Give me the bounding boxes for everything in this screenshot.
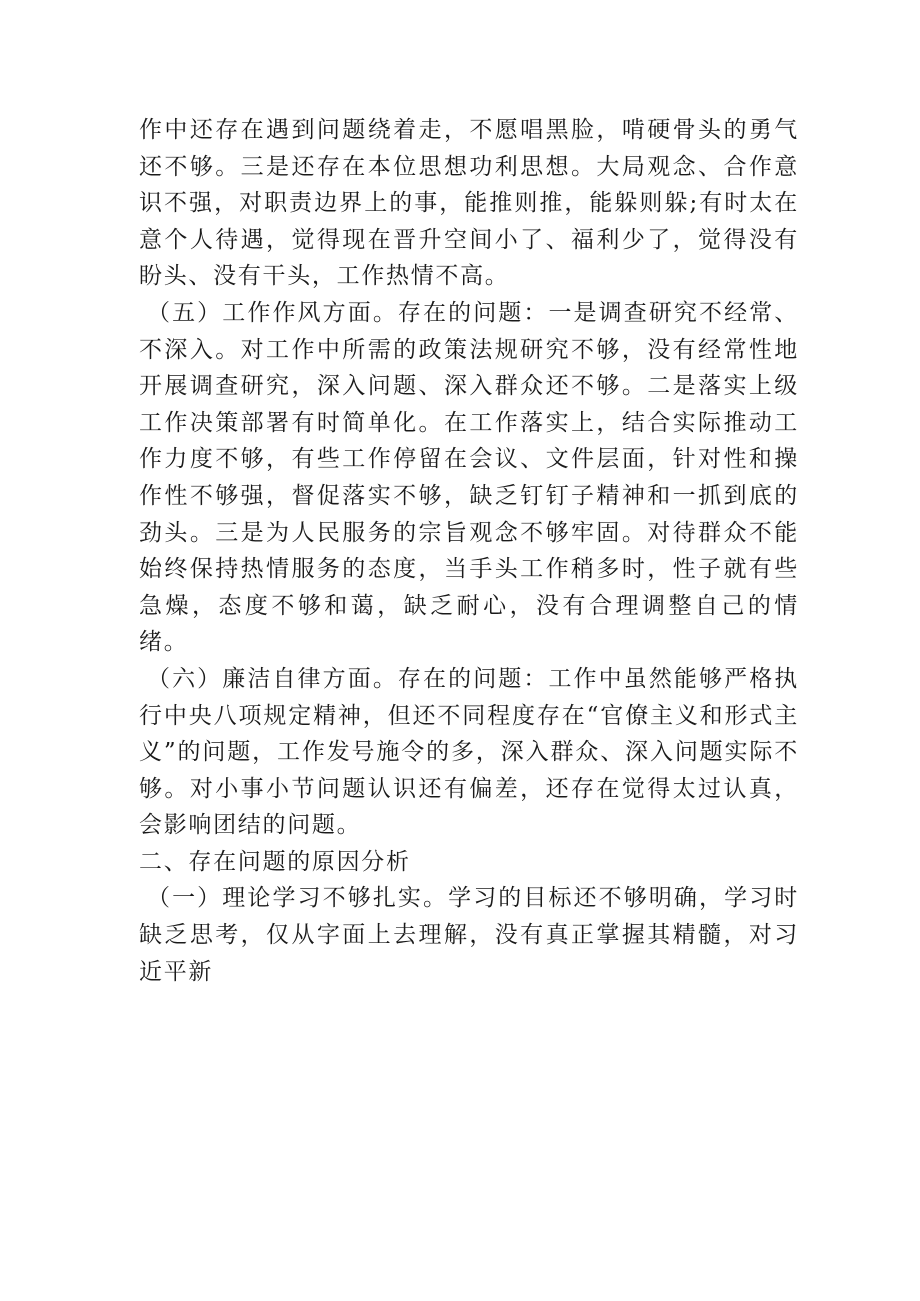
document-body: [139, 112, 799, 990]
paragraph-theory-study: （一）理论学习不够扎实。学习的目标还不够明确，学习时缺乏思考，仅从字面上去理解，没有真正掌握其精髓，对习近平新: [139, 885, 799, 985]
paragraph-continuation: 作中还存在遇到问题绕着走，不愿唱黑脸，啃硬骨头的勇气还不够。三是还存在本位思想功利思想。大局观念、合作意识不强，对职责边界上的事，能推则推，能躲则躲;有时太在意个人待遇，觉得现在晋升空间小了、福利少了，觉得没有盼头、没有干头，工作热情不高。: [139, 117, 799, 290]
section-heading-cause-analysis: 二、存在问题的原因分析: [139, 848, 411, 875]
paragraph-integrity: （六）廉洁自律方面。存在的问题：工作中虽然能够严格执行中央八项规定精神，但还不同程度存在“官僚主义和形式主义”的问题，工作发号施令的多，深入群众、深入问题实际不够。对小事小节问题认识还有偏差，还存在觉得太过认真，会影响团结的问题。: [139, 665, 799, 839]
paragraph-work-style: （五）工作作风方面。存在的问题：一是调查研究不经常、不深入。对工作中所需的政策法规研究不够，没有经常性地开展调查研究，深入问题、深入群众还不够。二是落实上级工作决策部署有时简单化。在工作落实上，结合实际推动工作力度不够，有些工作停留在会议、文件层面，针对性和操作性不够强，督促落实不够，缺乏钉钉子精神和一抓到底的劲头。三是为人民服务的宗旨观念不够牢固。对待群众不能始终保持热情服务的态度，当手头工作稍多时，性子就有些急燥，态度不够和蔼，缺乏耐心，没有合理调整自己的情绪。: [139, 299, 799, 656]
